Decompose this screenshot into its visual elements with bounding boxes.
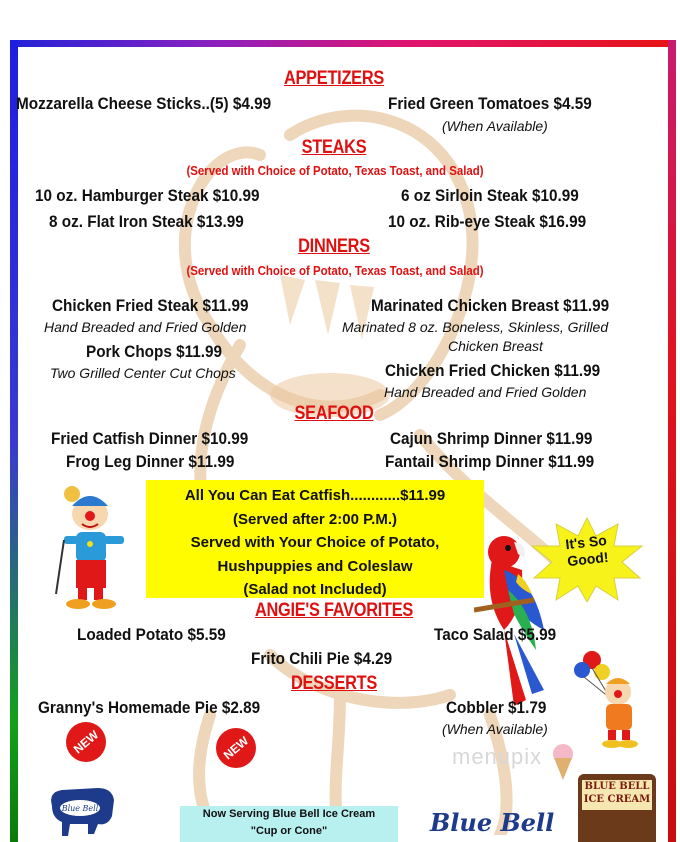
special-line: Served with Your Choice of Potato, <box>190 534 440 551</box>
carton-label: BLUE BELL <box>584 781 650 792</box>
special-line: All You Can Eat Catfish............$11.99 <box>184 487 446 504</box>
carton-label: ICE CREAM <box>583 794 651 805</box>
border-left <box>10 40 18 842</box>
special-offer-box <box>146 480 484 598</box>
section-title-desserts: DESSERTS <box>290 673 377 694</box>
menu-item-mozzarella-sticks: Mozzarella Cheese Sticks..(5) $4.99 <box>16 94 272 113</box>
menu-item-frog-leg-dinner: Frog Leg Dinner $11.99 <box>66 452 235 471</box>
special-line: (Served after 2:00 P.M.) <box>233 510 397 528</box>
clown-illustration <box>48 484 136 612</box>
menu-item-frito-chili-pie: Frito Chili Pie $4.29 <box>251 649 393 668</box>
watermark: menupix <box>452 744 543 769</box>
menu-item-fried-green-tomatoes: Fried Green Tomatoes $4.59 <box>388 94 592 113</box>
menu-item-description: Hand Breaded and Fried Golden <box>44 319 247 335</box>
menu-item-hamburger-steak: 10 oz. Hamburger Steak $10.99 <box>35 186 260 205</box>
menu-item-sirloin-steak: 6 oz Sirloin Steak $10.99 <box>401 186 579 205</box>
special-line: (Salad not Included) <box>243 581 387 598</box>
blue-bell-promo-box <box>180 806 398 842</box>
new-badge: NEW <box>216 728 256 768</box>
menu-item-taco-salad: Taco Salad $5.99 <box>434 625 557 644</box>
section-note-steaks: (Served with Choice of Potato, Texas Toast, and Salad) <box>186 163 484 178</box>
promo-line: Now Serving Blue Bell Ice Cream <box>202 808 376 820</box>
menu-item-note: (When Available) <box>442 721 548 737</box>
menu-item-cobbler: Cobbler $1.79 <box>446 698 547 717</box>
blue-bell-cow-logo <box>42 776 120 840</box>
menu-item-chicken-fried-steak: Chicken Fried Steak $11.99 <box>52 296 249 315</box>
menu-item-grannys-homemade-pie: Granny's Homemade Pie $2.89 <box>38 698 261 717</box>
menu-item-note: (When Available) <box>442 118 548 134</box>
menu-item-fried-catfish-dinner: Fried Catfish Dinner $10.99 <box>51 429 249 448</box>
menu-item-description: Marinated 8 oz. Boneless, Skinless, Grilled <box>342 319 609 335</box>
menu-item-description: Two Grilled Center Cut Chops <box>50 365 236 381</box>
border-right <box>668 40 676 842</box>
ice-cream-cone-icon <box>548 742 578 782</box>
menu-item-chicken-fried-chicken: Chicken Fried Chicken $11.99 <box>385 361 601 380</box>
section-title-steaks: STEAKS <box>301 137 367 158</box>
starburst-text: It's So Good! <box>564 531 610 570</box>
special-line: Hushpuppies and Coleslaw <box>217 557 413 575</box>
section-title-angies-favorites: ANGIE'S FAVORITES <box>254 600 414 621</box>
menu-item-description: Chicken Breast <box>448 338 543 354</box>
ice-cream-carton-image <box>578 774 656 842</box>
menu-item-description: Hand Breaded and Fried Golden <box>384 384 587 400</box>
section-note-dinners: (Served with Choice of Potato, Texas Toast, and Salad) <box>186 263 484 278</box>
new-badge: NEW <box>66 722 106 762</box>
menu-item-loaded-potato: Loaded Potato $5.59 <box>77 625 226 644</box>
blue-bell-script-logo: Blue Bell <box>430 808 555 837</box>
menu-item-fantail-shrimp-dinner: Fantail Shrimp Dinner $11.99 <box>385 452 595 471</box>
balloon-clown-illustration <box>572 650 644 750</box>
promo-line: "Cup or Cone" <box>250 825 328 837</box>
section-title-dinners: DINNERS <box>298 236 370 257</box>
menu-item-ribeye-steak: 10 oz. Rib-eye Steak $16.99 <box>388 212 587 231</box>
menu-item-flat-iron-steak: 8 oz. Flat Iron Steak $13.99 <box>49 212 244 231</box>
border-top <box>10 40 676 47</box>
section-title-appetizers: APPETIZERS <box>283 68 385 89</box>
menu-item-cajun-shrimp-dinner: Cajun Shrimp Dinner $11.99 <box>390 429 593 448</box>
svg-text:Blue Bell: Blue Bell <box>61 804 99 813</box>
menu-item-marinated-chicken-breast: Marinated Chicken Breast $11.99 <box>371 296 610 315</box>
section-title-seafood: SEAFOOD <box>294 403 374 424</box>
menu-item-pork-chops: Pork Chops $11.99 <box>86 342 223 361</box>
